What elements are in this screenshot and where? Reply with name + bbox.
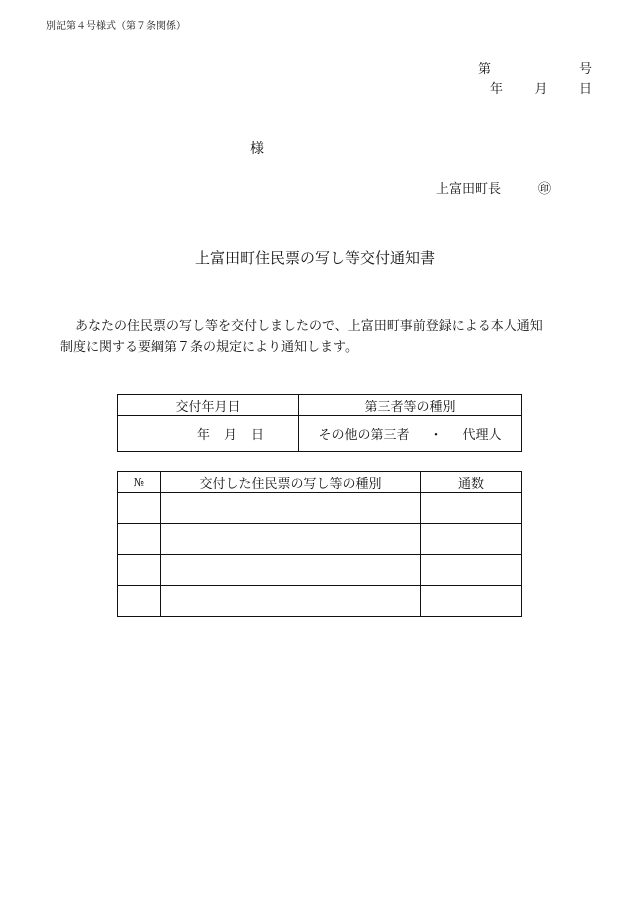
table-row (118, 493, 522, 524)
type-option-agent: 代理人 (462, 428, 502, 443)
issued-documents-table (117, 471, 522, 617)
document-date-line (490, 78, 592, 97)
issue-date-day: 日 (250, 428, 264, 443)
form-label: 別記第４号様式（第７条関係） (46, 21, 186, 32)
issue-info-header-row (118, 395, 522, 416)
copies-column-header: 通数 (421, 472, 522, 493)
addressee-suffix: 様 (250, 141, 264, 157)
notice-body-line-2: 制度に関する要綱第７条の規定により通知します。 (60, 340, 358, 355)
table-row (118, 586, 522, 617)
issue-date-header: 交付年月日 (118, 395, 299, 416)
issue-info-row (118, 416, 522, 452)
document-number-line (478, 58, 592, 77)
date-month: 月 (534, 82, 548, 97)
table-row (118, 555, 522, 586)
row-document-type-cell (161, 493, 421, 524)
row-copies-cell (421, 586, 522, 617)
third-party-type-cell (299, 416, 522, 452)
row-document-type-cell (161, 586, 421, 617)
issue-info-table (117, 394, 522, 452)
type-option-other-third-party: その他の第三者 (318, 428, 410, 443)
notice-body (60, 316, 600, 358)
row-copies-cell (421, 493, 522, 524)
document-title: 上富田町住民票の写し等交付通知書 (194, 249, 435, 267)
row-document-type-cell (161, 555, 421, 586)
sender-name: 上富田町長 (436, 182, 502, 197)
date-day: 日 (578, 82, 592, 97)
issue-date-year: 年 (196, 428, 210, 443)
row-number-cell (118, 524, 161, 555)
date-year: 年 (490, 82, 504, 97)
row-copies-cell (421, 524, 522, 555)
row-number-cell (118, 493, 161, 524)
table-row (118, 524, 522, 555)
row-document-type-cell (161, 524, 421, 555)
number-prefix: 第 (478, 62, 492, 77)
row-number-cell (118, 586, 161, 617)
row-copies-cell (421, 555, 522, 586)
type-separator: ・ (429, 428, 443, 443)
seal-mark: ㊞ (538, 182, 552, 197)
document-type-column-header: 交付した住民票の写し等の種別 (161, 472, 421, 493)
row-number-cell (118, 555, 161, 586)
notice-body-line-1: あなたの住民票の写し等を交付しましたので、上富田町事前登録による本人通知 (75, 319, 543, 334)
number-suffix: 号 (578, 62, 592, 77)
number-column-header: № (118, 472, 161, 493)
issue-date-cell (118, 416, 299, 452)
third-party-type-header: 第三者等の種別 (299, 395, 522, 416)
issued-documents-header-row (118, 472, 522, 493)
issue-date-month: 月 (223, 428, 237, 443)
